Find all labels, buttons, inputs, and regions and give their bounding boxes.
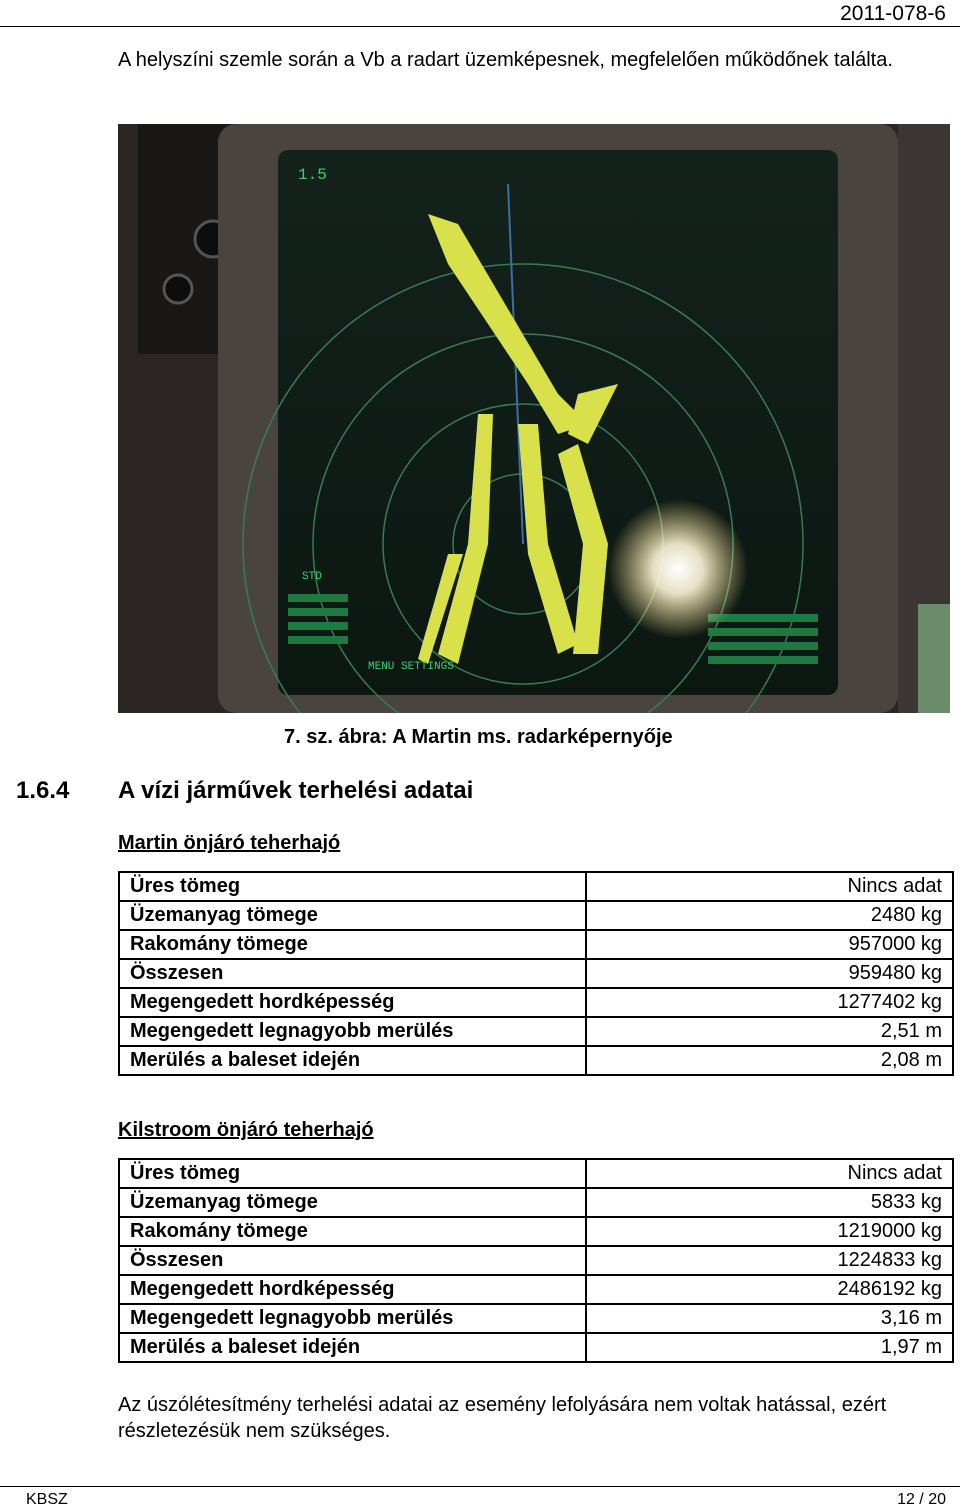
row-value: 959480 kg xyxy=(586,959,953,988)
row-label: Merülés a baleset idején xyxy=(119,1046,586,1075)
section-title: A vízi járművek terhelési adatai xyxy=(118,777,474,804)
page-number: 12 / 20 xyxy=(897,1491,946,1508)
intro-paragraph: A helyszíni szemle során a Vb a radart üzemképesnek, megfelelően működőnek találta. xyxy=(118,49,893,71)
flash-glare xyxy=(608,499,748,639)
figure-caption: 7. sz. ábra: A Martin ms. radarképernyője xyxy=(284,726,673,748)
header-rule xyxy=(0,26,960,27)
row-value: 2486192 kg xyxy=(586,1275,953,1304)
table-row xyxy=(119,1333,953,1362)
green-object xyxy=(918,604,950,713)
vessel-title-kilstroom: Kilstroom önjáró teherhajó xyxy=(118,1119,374,1141)
row-label: Rakomány tömege xyxy=(119,930,586,959)
screen-mode-readout: STD xyxy=(302,571,322,583)
row-label: Rakomány tömege xyxy=(119,1217,586,1246)
closing-paragraph: Az úszólétesítmény terhelési adatai az esemény lefolyására nem voltak hatással, ezért részletezésük nem szükséges. xyxy=(118,1394,887,1442)
table-row xyxy=(119,1046,953,1075)
load-table-kilstroom xyxy=(118,1158,954,1363)
row-label: Összesen xyxy=(119,1246,586,1275)
row-value: 1277402 kg xyxy=(586,988,953,1017)
table-row xyxy=(119,901,953,930)
row-value: 957000 kg xyxy=(586,930,953,959)
row-label: Üzemanyag tömege xyxy=(119,901,586,930)
row-value: Nincs adat xyxy=(586,1159,953,1188)
row-label: Merülés a baleset idején xyxy=(119,1333,586,1362)
row-label: Üres tömeg xyxy=(119,1159,586,1188)
section-number: 1.6.4 xyxy=(16,777,70,804)
vessel-title-martin: Martin önjáró teherhajó xyxy=(118,832,341,854)
table-row xyxy=(119,1017,953,1046)
row-label: Megengedett legnagyobb merülés xyxy=(119,1017,586,1046)
row-value: 2480 kg xyxy=(586,901,953,930)
load-table-martin xyxy=(118,871,954,1076)
table-row xyxy=(119,1159,953,1188)
row-value: 2,08 m xyxy=(586,1046,953,1075)
row-label: Megengedett legnagyobb merülés xyxy=(119,1304,586,1333)
screen-menu-readout: MENU SETTINGS xyxy=(368,661,454,673)
knob-icon xyxy=(164,275,192,303)
row-label: Üzemanyag tömege xyxy=(119,1188,586,1217)
footer-rule xyxy=(0,1486,960,1487)
row-value: 1219000 kg xyxy=(586,1217,953,1246)
row-label: Megengedett hordképesség xyxy=(119,988,586,1017)
row-value: 1224833 kg xyxy=(586,1246,953,1275)
row-label: Megengedett hordképesség xyxy=(119,1275,586,1304)
table-row xyxy=(119,1217,953,1246)
row-value: Nincs adat xyxy=(586,872,953,901)
table-row xyxy=(119,930,953,959)
footer-org: KBSZ xyxy=(26,1491,68,1508)
table-row xyxy=(119,959,953,988)
table-row xyxy=(119,1275,953,1304)
row-value: 1,97 m xyxy=(586,1333,953,1362)
screen-range-readout: 1.5 xyxy=(298,166,327,184)
table-row xyxy=(119,1304,953,1333)
row-label: Üres tömeg xyxy=(119,872,586,901)
row-value: 2,51 m xyxy=(586,1017,953,1046)
table-row xyxy=(119,988,953,1017)
table-row xyxy=(119,1188,953,1217)
table-row xyxy=(119,872,953,901)
table-row xyxy=(119,1246,953,1275)
row-value: 5833 kg xyxy=(586,1188,953,1217)
radar-photo xyxy=(118,124,950,713)
row-value: 3,16 m xyxy=(586,1304,953,1333)
row-label: Összesen xyxy=(119,959,586,988)
document-id: 2011-078-6 xyxy=(840,2,946,25)
